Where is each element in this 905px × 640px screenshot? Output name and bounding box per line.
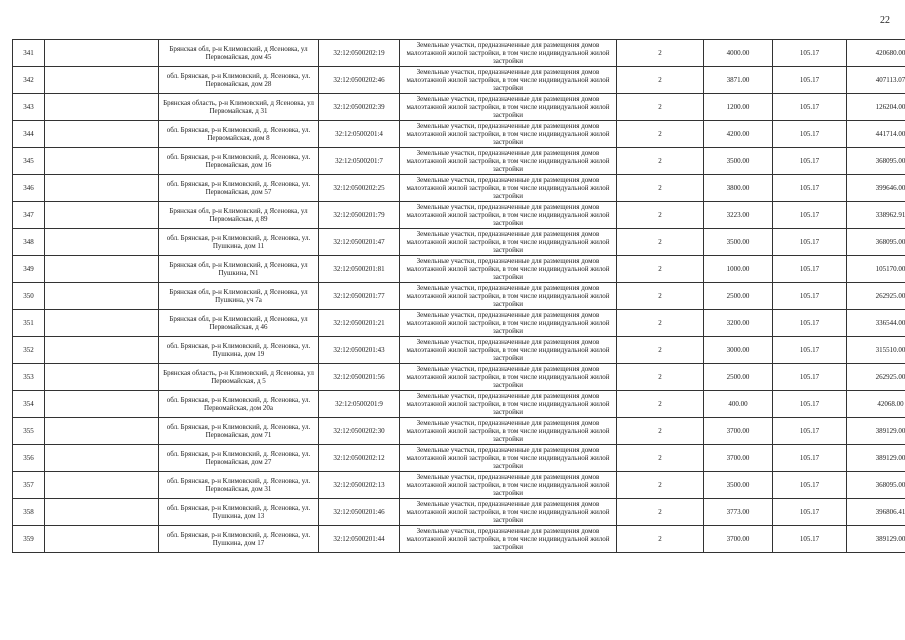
- specific-value-cell: 105.17: [773, 148, 847, 175]
- row-number: 348: [13, 229, 45, 256]
- table-row: [13, 67, 905, 94]
- cadastral-value-cell: 262925.00: [847, 283, 905, 310]
- area-cell: 400.00: [704, 391, 773, 418]
- address-cell: обл. Брянская, р-н Климовский, д. Ясеновка, ул. Первомайская, дом 27: [159, 445, 319, 472]
- specific-value-cell: 105.17: [773, 337, 847, 364]
- cadastral-value-cell: 396806.41: [847, 499, 905, 526]
- specific-value-cell: 105.17: [773, 202, 847, 229]
- specific-value-cell: 105.17: [773, 310, 847, 337]
- table-row: [13, 148, 905, 175]
- row-number: 352: [13, 337, 45, 364]
- cadastral-number-cell: 32:12:0500201:77: [319, 283, 400, 310]
- address-cell: обл. Брянская, р-н Климовский, д. Ясеновка, ул. Пушкина, дом 19: [159, 337, 319, 364]
- address-cell: Брянская обл, р-н Климовский, д Ясеновка, ул Первомайская, д 89: [159, 202, 319, 229]
- land-category-cell: Земельные участки, предназначенные для размещения домов малоэтажной жилой застройки, в том числе индивидуальной жилой застройки: [400, 445, 617, 472]
- cadastral-number-cell: 32:12:0500201:56: [319, 364, 400, 391]
- area-cell: 3223.00: [704, 202, 773, 229]
- row-number: 357: [13, 472, 45, 499]
- address-cell: обл. Брянская, р-н Климовский, д. Ясеновка, ул. Первомайская, дом 8: [159, 121, 319, 148]
- cadastral-value-cell: 389129.00: [847, 445, 905, 472]
- row-number: 345: [13, 148, 45, 175]
- table-body: [13, 40, 905, 553]
- address-cell: обл. Брянская, р-н Климовский, д. Ясеновка, ул. Первомайская, дом 57: [159, 175, 319, 202]
- cadastral-value-cell: 389129.00: [847, 418, 905, 445]
- group-code-cell: 2: [617, 418, 704, 445]
- empty-cell: [45, 148, 159, 175]
- area-cell: 2500.00: [704, 364, 773, 391]
- cadastral-number-cell: 32:12:0500202:12: [319, 445, 400, 472]
- specific-value-cell: 105.17: [773, 256, 847, 283]
- table-row: [13, 526, 905, 553]
- specific-value-cell: 105.17: [773, 364, 847, 391]
- address-cell: Брянская обл, р-н Климовский, д Ясеновка, ул Пушкина, N1: [159, 256, 319, 283]
- area-cell: 4200.00: [704, 121, 773, 148]
- specific-value-cell: 105.17: [773, 418, 847, 445]
- cadastral-value-cell: 441714.00: [847, 121, 905, 148]
- cadastral-number-cell: 32:12:0500201:79: [319, 202, 400, 229]
- cadastral-number-cell: 32:12:0500202:13: [319, 472, 400, 499]
- cadastral-number-cell: 32:12:0500201:4: [319, 121, 400, 148]
- land-category-cell: Земельные участки, предназначенные для размещения домов малоэтажной жилой застройки, в том числе индивидуальной жилой застройки: [400, 40, 617, 67]
- address-cell: обл. Брянская, р-н Климовский, д. Ясеновка, ул. Пушкина, дом 11: [159, 229, 319, 256]
- address-cell: обл. Брянская, р-н Климовский, д. Ясеновка, ул. Первомайская, дом 31: [159, 472, 319, 499]
- row-number: 344: [13, 121, 45, 148]
- address-cell: обл. Брянская, р-н Климовский, д. Ясеновка, ул. Пушкина, дом 17: [159, 526, 319, 553]
- group-code-cell: 2: [617, 40, 704, 67]
- land-category-cell: Земельные участки, предназначенные для размещения домов малоэтажной жилой застройки, в том числе индивидуальной жилой застройки: [400, 256, 617, 283]
- specific-value-cell: 105.17: [773, 472, 847, 499]
- row-number: 358: [13, 499, 45, 526]
- specific-value-cell: 105.17: [773, 526, 847, 553]
- table-row: [13, 337, 905, 364]
- group-code-cell: 2: [617, 337, 704, 364]
- cadastral-value-cell: 368095.00: [847, 472, 905, 499]
- empty-cell: [45, 67, 159, 94]
- area-cell: 3200.00: [704, 310, 773, 337]
- empty-cell: [45, 391, 159, 418]
- specific-value-cell: 105.17: [773, 40, 847, 67]
- specific-value-cell: 105.17: [773, 175, 847, 202]
- area-cell: 3700.00: [704, 418, 773, 445]
- group-code-cell: 2: [617, 121, 704, 148]
- empty-cell: [45, 202, 159, 229]
- row-number: 355: [13, 418, 45, 445]
- area-cell: 3700.00: [704, 526, 773, 553]
- empty-cell: [45, 445, 159, 472]
- address-cell: обл. Брянская, р-н Климовский, д. Ясеновка, ул. Первомайская, дом 28: [159, 67, 319, 94]
- land-category-cell: Земельные участки, предназначенные для размещения домов малоэтажной жилой застройки, в том числе индивидуальной жилой застройки: [400, 391, 617, 418]
- row-number: 349: [13, 256, 45, 283]
- row-number: 350: [13, 283, 45, 310]
- land-category-cell: Земельные участки, предназначенные для размещения домов малоэтажной жилой застройки, в том числе индивидуальной жилой застройки: [400, 418, 617, 445]
- cadastral-number-cell: 32:12:0500201:43: [319, 337, 400, 364]
- empty-cell: [45, 175, 159, 202]
- cadastral-value-cell: 105170.00: [847, 256, 905, 283]
- empty-cell: [45, 499, 159, 526]
- row-number: 342: [13, 67, 45, 94]
- specific-value-cell: 105.17: [773, 67, 847, 94]
- group-code-cell: 2: [617, 310, 704, 337]
- row-number: 341: [13, 40, 45, 67]
- area-cell: 3500.00: [704, 472, 773, 499]
- area-cell: 3700.00: [704, 445, 773, 472]
- cadastral-value-cell: 338962.91: [847, 202, 905, 229]
- table-row: [13, 283, 905, 310]
- land-category-cell: Земельные участки, предназначенные для размещения домов малоэтажной жилой застройки, в том числе индивидуальной жилой застройки: [400, 364, 617, 391]
- group-code-cell: 2: [617, 526, 704, 553]
- area-cell: 3800.00: [704, 175, 773, 202]
- cadastral-value-cell: 368095.00: [847, 229, 905, 256]
- land-category-cell: Земельные участки, предназначенные для размещения домов малоэтажной жилой застройки, в том числе индивидуальной жилой застройки: [400, 499, 617, 526]
- table-row: [13, 391, 905, 418]
- land-category-cell: Земельные участки, предназначенные для размещения домов малоэтажной жилой застройки, в том числе индивидуальной жилой застройки: [400, 283, 617, 310]
- address-cell: обл. Брянская, р-н Климовский, д. Ясеновка, ул. Первомайская, дом 71: [159, 418, 319, 445]
- row-number: 343: [13, 94, 45, 121]
- address-cell: Брянская область, р-н Климовский, д Ясеновка, ул Первомайская, д 31: [159, 94, 319, 121]
- specific-value-cell: 105.17: [773, 445, 847, 472]
- table-row: [13, 310, 905, 337]
- cadastral-value-cell: 420680.00: [847, 40, 905, 67]
- specific-value-cell: 105.17: [773, 283, 847, 310]
- empty-cell: [45, 256, 159, 283]
- cadastral-value-cell: 262925.00: [847, 364, 905, 391]
- table-row: [13, 175, 905, 202]
- table-row: [13, 94, 905, 121]
- empty-cell: [45, 310, 159, 337]
- cadastral-value-cell: 336544.00: [847, 310, 905, 337]
- specific-value-cell: 105.17: [773, 229, 847, 256]
- cadastral-value-cell: 126204.00: [847, 94, 905, 121]
- land-category-cell: Земельные участки, предназначенные для размещения домов малоэтажной жилой застройки, в том числе индивидуальной жилой застройки: [400, 337, 617, 364]
- area-cell: 3871.00: [704, 67, 773, 94]
- cadastral-number-cell: 32:12:0500201:44: [319, 526, 400, 553]
- empty-cell: [45, 526, 159, 553]
- cadastral-value-cell: 389129.00: [847, 526, 905, 553]
- empty-cell: [45, 418, 159, 445]
- empty-cell: [45, 229, 159, 256]
- group-code-cell: 2: [617, 499, 704, 526]
- land-category-cell: Земельные участки, предназначенные для размещения домов малоэтажной жилой застройки, в том числе индивидуальной жилой застройки: [400, 148, 617, 175]
- row-number: 346: [13, 175, 45, 202]
- empty-cell: [45, 94, 159, 121]
- table-row: [13, 202, 905, 229]
- page-number: 22: [880, 15, 890, 26]
- area-cell: 1200.00: [704, 94, 773, 121]
- row-number: 356: [13, 445, 45, 472]
- land-category-cell: Земельные участки, предназначенные для размещения домов малоэтажной жилой застройки, в том числе индивидуальной жилой застройки: [400, 310, 617, 337]
- area-cell: 3500.00: [704, 229, 773, 256]
- cadastral-value-cell: 407113.07: [847, 67, 905, 94]
- group-code-cell: 2: [617, 472, 704, 499]
- empty-cell: [45, 283, 159, 310]
- group-code-cell: 2: [617, 202, 704, 229]
- land-category-cell: Земельные участки, предназначенные для размещения домов малоэтажной жилой застройки, в том числе индивидуальной жилой застройки: [400, 94, 617, 121]
- cadastral-number-cell: 32:12:0500202:19: [319, 40, 400, 67]
- land-category-cell: Земельные участки, предназначенные для размещения домов малоэтажной жилой застройки, в том числе индивидуальной жилой застройки: [400, 175, 617, 202]
- group-code-cell: 2: [617, 445, 704, 472]
- table-row: [13, 121, 905, 148]
- cadastral-number-cell: 32:12:0500201:7: [319, 148, 400, 175]
- area-cell: 3773.00: [704, 499, 773, 526]
- row-number: 351: [13, 310, 45, 337]
- cadastral-number-cell: 32:12:0500201:46: [319, 499, 400, 526]
- group-code-cell: 2: [617, 229, 704, 256]
- cadastral-number-cell: 32:12:0500201:81: [319, 256, 400, 283]
- specific-value-cell: 105.17: [773, 121, 847, 148]
- empty-cell: [45, 364, 159, 391]
- address-cell: обл. Брянская, р-н Климовский, д. Ясеновка, ул. Пушкина, дом 13: [159, 499, 319, 526]
- table-row: [13, 40, 905, 67]
- address-cell: Брянская область, р-н Климовский, д Ясеновка, ул Первомайская, д 5: [159, 364, 319, 391]
- cadastral-number-cell: 32:12:0500201:21: [319, 310, 400, 337]
- address-cell: обл. Брянская, р-н Климовский, д. Ясеновка, ул. Первомайская, дом 16: [159, 148, 319, 175]
- group-code-cell: 2: [617, 175, 704, 202]
- land-category-cell: Земельные участки, предназначенные для размещения домов малоэтажной жилой застройки, в том числе индивидуальной жилой застройки: [400, 67, 617, 94]
- group-code-cell: 2: [617, 283, 704, 310]
- cadastral-number-cell: 32:12:0500201:9: [319, 391, 400, 418]
- group-code-cell: 2: [617, 256, 704, 283]
- land-category-cell: Земельные участки, предназначенные для размещения домов малоэтажной жилой застройки, в том числе индивидуальной жилой застройки: [400, 202, 617, 229]
- table-row: [13, 445, 905, 472]
- group-code-cell: 2: [617, 391, 704, 418]
- row-number: 359: [13, 526, 45, 553]
- area-cell: 4000.00: [704, 40, 773, 67]
- row-number: 353: [13, 364, 45, 391]
- area-cell: 3000.00: [704, 337, 773, 364]
- land-category-cell: Земельные участки, предназначенные для размещения домов малоэтажной жилой застройки, в том числе индивидуальной жилой застройки: [400, 229, 617, 256]
- cadastral-value-cell: 399646.00: [847, 175, 905, 202]
- empty-cell: [45, 121, 159, 148]
- area-cell: 1000.00: [704, 256, 773, 283]
- address-cell: Брянская обл, р-н Климовский, д Ясеновка, ул Первомайская, д 46: [159, 310, 319, 337]
- cadastral-number-cell: 32:12:0500202:25: [319, 175, 400, 202]
- table-row: [13, 229, 905, 256]
- table-row: [13, 418, 905, 445]
- specific-value-cell: 105.17: [773, 391, 847, 418]
- address-cell: обл. Брянская, р-н Климовский, д. Ясеновка, ул. Первомайская, дом 20а: [159, 391, 319, 418]
- group-code-cell: 2: [617, 148, 704, 175]
- cadastral-value-cell: 368095.00: [847, 148, 905, 175]
- row-number: 354: [13, 391, 45, 418]
- land-category-cell: Земельные участки, предназначенные для размещения домов малоэтажной жилой застройки, в том числе индивидуальной жилой застройки: [400, 472, 617, 499]
- cadastral-number-cell: 32:12:0500202:46: [319, 67, 400, 94]
- table-row: [13, 364, 905, 391]
- area-cell: 3500.00: [704, 148, 773, 175]
- address-cell: Брянская обл, р-н Климовский, д Ясеновка, ул Первомайская, дом 45: [159, 40, 319, 67]
- cadastral-number-cell: 32:12:0500202:39: [319, 94, 400, 121]
- land-category-cell: Земельные участки, предназначенные для размещения домов малоэтажной жилой застройки, в том числе индивидуальной жилой застройки: [400, 526, 617, 553]
- group-code-cell: 2: [617, 67, 704, 94]
- empty-cell: [45, 337, 159, 364]
- empty-cell: [45, 40, 159, 67]
- cadastral-value-cell: 315510.00: [847, 337, 905, 364]
- land-category-cell: Земельные участки, предназначенные для размещения домов малоэтажной жилой застройки, в том числе индивидуальной жилой застройки: [400, 121, 617, 148]
- cadastral-number-cell: 32:12:0500202:30: [319, 418, 400, 445]
- table-row: [13, 472, 905, 499]
- cadastral-value-cell: 42068.00: [847, 391, 905, 418]
- empty-cell: [45, 472, 159, 499]
- area-cell: 2500.00: [704, 283, 773, 310]
- specific-value-cell: 105.17: [773, 94, 847, 121]
- table-row: [13, 499, 905, 526]
- table-row: [13, 256, 905, 283]
- cadastral-number-cell: 32:12:0500201:47: [319, 229, 400, 256]
- land-plot-table: [12, 39, 905, 553]
- row-number: 347: [13, 202, 45, 229]
- address-cell: Брянская обл, р-н Климовский, д Ясеновка, ул Пушкина, уч 7а: [159, 283, 319, 310]
- group-code-cell: 2: [617, 364, 704, 391]
- specific-value-cell: 105.17: [773, 499, 847, 526]
- group-code-cell: 2: [617, 94, 704, 121]
